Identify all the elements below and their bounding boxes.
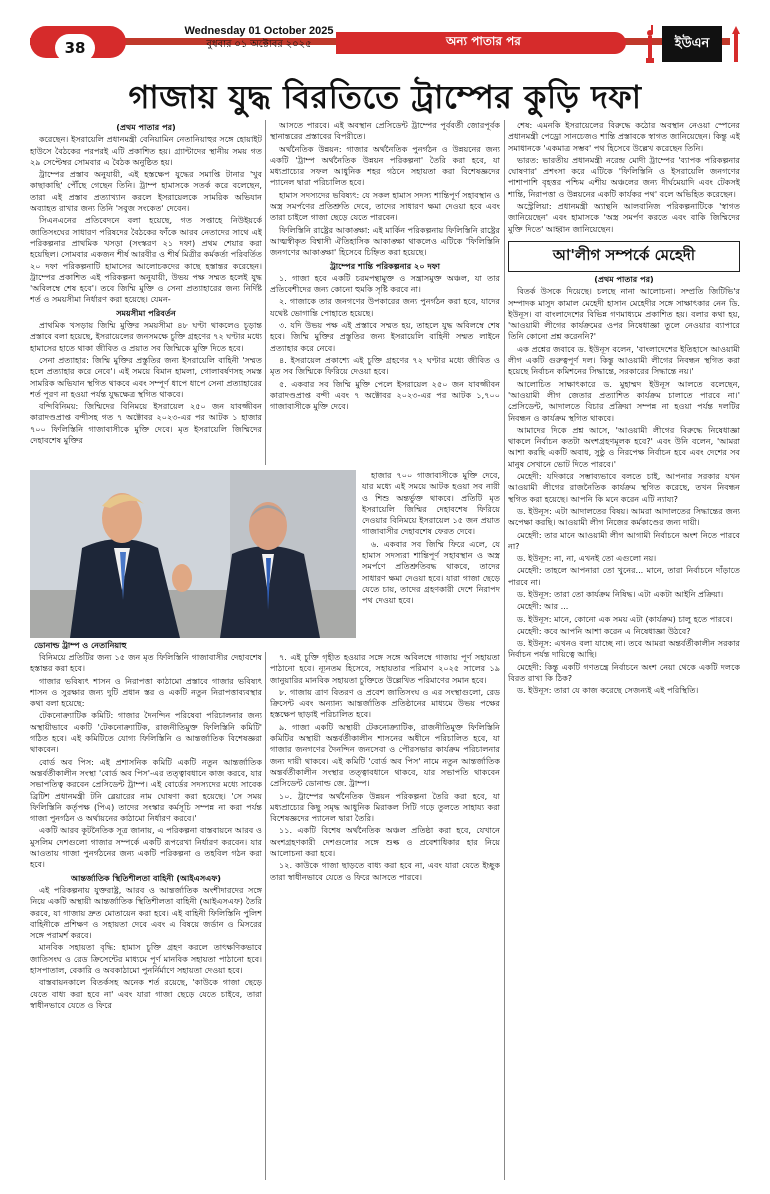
paragraph: ভারত: ভারতীয় প্রধানমন্ত্রী নরেন্দ্র মোদী ট্রাম্পের 'ব্যাপক পরিকল্পনার ঘোষণার' প্রশংসা করে এটিকে 'ফিলিস্তিনি ও ইসরায়েলি জনগণের পাশাপাশি বৃহত্তর পশ্চিম এশীয় অঞ্চলের জন্য দীর্ঘমেয়াদি এবং টেকসই শান্তি, নিরাপত্তা ও উন্নয়নের একটি কার্যকর পথ' বলে অভিহিত করেছেন। <box>508 154 740 199</box>
paragraph: ফিলিস্তিনি রাষ্ট্রের আকাঙ্ক্ষা: এই মার্কিন পরিকল্পনায় ফিলিস্তিনি রাষ্ট্রের আত্মস্বীকৃত বিশ্বাসী ঐতিহাসিক আকাঙ্ক্ষা থাকলেও এটিকে 'ফিলিস্তিনি জনগণের আকাঙ্ক্ষা' হিসেবে চিহ্নিত করা হয়েছে। <box>270 224 500 258</box>
photo-caption: ডোনাল্ড ট্রাম্প ও নেতানিয়াহু <box>34 641 127 650</box>
date-bangla: বুধবার ০১ অক্টোবর ২০২৫ <box>206 39 312 50</box>
paragraph: ৪. ইসরায়েল প্রকাশ্যে এই চুক্তি গ্রহণের ৭২ ঘণ্টার মধ্যে জীবিত ও মৃত সব জিম্মিকে ফিরিয়ে দেওয়া হবে। <box>270 354 500 377</box>
paragraph: ড. ইউনূস: এখনও বলা যাচ্ছে না। তবে আমরা অন্তর্বর্তীকালীন সরকার নির্বাচন পর্যন্ত দায়িত্বে আছি। <box>508 638 740 660</box>
article-column-2-bottom <box>270 652 500 1194</box>
paragraph: সেনা প্রত্যাহার: জিম্মি মুক্তির প্রস্তুতির জন্য ইসরায়েলি বাহিনী 'সম্মত হলে প্রত্যাহার করে নেবে'। এই সময়ে বিমান হামলা, গোলাবর্ষণসহ সমস্ত সামরিক অভিযান স্থগিত থাকবে এবং সম্পূর্ণ ধাপে ধাপে সেনা প্রত্যাহারের শর্ত পূরণ না হওয়া পর্যন্ত যুদ্ধক্ষেত্র স্থগিত থাকবে। <box>30 354 262 399</box>
article-column-2-beside-photo <box>362 470 500 638</box>
article-column-1-top <box>30 120 262 465</box>
paragraph: মেহেদী: কিন্তু একটি গণতন্ত্রে নির্বাচনে অংশ নেয়া থেকে একটি দলকে বিরত রাখা কি ঠিক? <box>508 661 740 684</box>
paragraph: ৬. একবার সব জিম্মি ফিরে এলে, যে হামাস সদস্যরা শান্তিপূর্ণ সহাবস্থান ও অস্ত্র সমর্পণে প্রতিশ্রুতিবদ্ধ থাকবে, তাদের সাধারণ ক্ষমা দেওয়া হবে। যারা গাজা ছেড়ে যেতে চায়, তাদের গ্রহণকারী দেশে নিরাপদ পথ দেওয়া হবে। <box>362 538 500 606</box>
continuation-note: (প্রথম পাতার পর) <box>116 122 176 132</box>
column-rule <box>504 120 505 1180</box>
paragraph: আসতে পারবে। এই অবস্থান প্রেসিডেন্ট ট্রাম্পের পূর্ববর্তী জোরপূর্বক স্থানান্তরের প্রস্তাবের বিপরীতে। <box>270 120 500 142</box>
paragraph: করেছেন। ইসরায়েলি প্রধানমন্ত্রী বেনিয়ামিন নেতানিয়াহুর সঙ্গে হোয়াইট হাউসে বৈঠকের পরপরই এটি প্রকাশিত হয়। গ্র্যান্টাদের স্থানীয় সময় গত ২৯ সেপ্টেম্বর সোমবার এ বৈঠক অনুষ্ঠিত হয়। <box>30 134 262 167</box>
continuation-note: (প্রথম পাতার পর) <box>594 273 654 284</box>
paragraph: সিএনএনের প্রতিবেদনে বলা হয়েছে, গত সপ্তাহে নিউইয়র্কে জাতিসংঘের সাধারণ পরিষদের বৈঠকের ফাঁকে আরব নেতাদের সাথে এই পরিকল্পনার প্রাথমিক খসড়া (সংস্করণ ২১ দফা) প্রথম শেয়ার করা হয়েছিল। সোমবার একজন শীর্ষ আরবীর ও শীর্ষ মিত্রীর কর্মকর্তা পরিবর্তিত ২০ দফা পরিকল্পনাটি হামাসের আলোচকদের কাছে হস্তান্তর করেছেন। ট্রাম্পের প্রকাশিত এই পরিকল্পনা অনুযায়ী, উভয় পক্ষ সম্মত হলেই যুদ্ধ 'অবিলম্বে শেষ হবে'। তবে জিম্মি মুক্তি ও সেনা প্রত্যাহারের জন্য নির্দিষ্ট শর্ত ও সময়সীমা নির্ধারণ করা হয়েছে। যেমন- <box>30 215 262 305</box>
paragraph: ২. গাজাকে তার জনগণের উপকারের জন্য পুনর্গঠন করা হবে, যাদের যথেষ্ট ভোগান্তি পোহাতে হয়েছে। <box>270 296 500 318</box>
subheading: আন্তর্জাতিক স্থিতিশীলতা বাহিনী (আইএসএফ) <box>71 872 221 883</box>
subheading: সময়সীমা পরিবর্তন <box>116 307 176 318</box>
paragraph: ১০. ট্রাম্পের অর্থনৈতিক উন্নয়ন পরিকল্পনা তৈরি করা হবে, যা মধ্যপ্রাচ্যের কিছু সমৃদ্ধ আধুনিক মিরাকল সিটি গড়ে তুলতে সাহায্য করা বিশেষজ্ঞদের প্যানেল দ্বারা তৈরি। <box>270 790 500 824</box>
paragraph: গাজার ভবিষ্যৎ শাসন ও নিরাপত্তা কাঠামো প্রস্তাবে গাজার ভবিষ্যৎ শাসন ও সুরক্ষার জন্য দুটি প্রধান স্তর ও একটি নতুন নিরাপত্তাব্যবস্থার কথা বলা হয়েছে: <box>30 675 262 709</box>
paragraph: মেহেদী: যদিকারে সম্ভাব্যভাবে বলতে চাই, আপনার সরকার যখন আওয়ামী লীগের রাজনৈতিক কার্যক্রম স্থগিত করেছে, তখন নিবন্ধন স্থগিত করা হয়েছে। আপনি কি মনে করেন এটি ন্যায্য? <box>508 471 740 504</box>
paragraph: মেহেদী: তার মানে আওয়ামী লীগ আগামী নির্বাচনে অংশ নিতে পারবে না? <box>508 529 740 551</box>
news-photo <box>30 470 356 638</box>
paper-logo <box>662 26 722 62</box>
paragraph: মানবিক সহায়তা বৃদ্ধি: হামাস চুক্তি গ্রহণ করলে তাৎক্ষণিকভাবে জাতিসংঘ ও রেড ক্রিসেন্টের মাধ্যমে পূর্ণ মানবিক সহায়তা পাঠানো হবে। হাসপাতাল, বেকারি ও অবকাঠামো পুনর্নির্মাণে সহায়তা দেওয়া হবে। <box>30 942 262 976</box>
statue-of-liberty-icon <box>640 24 660 64</box>
paragraph: ১. গাজা হবে একটি চরমপন্থামুক্ত ও সন্ত্রাসমুক্ত অঞ্চল, যা তার প্রতিবেশীদের জন্য কোনো হুমকি সৃষ্টি করবে না। <box>270 272 500 295</box>
paragraph: ৭. এই চুক্তি গৃহীত হওয়ার সঙ্গে সঙ্গে অবিলম্বে গাজায় পূর্ণ সহায়তা পাঠানো হবে। ন্যূনতম হিসেবে, সহায়তার পরিমাণ ২০২৫ সালের ১৯ জানুয়ারির মানবিক সহায়তা চুক্তিতে উল্লেখিত পরিমাণের সমান হবে। <box>270 652 500 685</box>
paragraph: বন্দিবিনিময়: জিম্মিদের বিনিময়ে ইসরায়েল ২৫০ জন যাবজ্জীবন কারাদণ্ডপ্রাপ্ত বন্দীসহ গত ৭ অক্টোবর ২০২৩-এর পর আটক ১ হাজার ৭০০ ফিলিস্তিনি গাজাবাসীকে মুক্তি দেবে। মৃত ইসরায়েলি জিম্মিদের দেহাবশেষ মুক্তির <box>30 401 262 446</box>
paragraph: অর্থনৈতিক উন্নয়ন: গাজার অর্থনৈতিক পুনর্গঠন ও উন্নয়নের জন্য একটি 'ট্রাম্প অর্থনৈতিক উন্নয়ন পরিকল্পনা' তৈরি করা হবে, যা মধ্যপ্রাচ্যের সফল আধুনিক শহর গঠনে সহায়তা করা বিশেষজ্ঞদের প্যানেল দ্বারা পরিচালিত হবে। <box>270 143 500 188</box>
paragraph: ৮. গাজায় ত্রাণ বিতরণ ও প্রবেশ জাতিসংঘ ও এর সংস্থাগুলো, রেড ক্রিসেন্ট এবং অন্যান্য আন্তর্জাতিক প্রতিষ্ঠানের মাধ্যমে উভয় পক্ষের হস্তক্ষেপ ছাড়াই পরিচালিত হবে। <box>270 686 500 720</box>
column-rule <box>265 652 266 1180</box>
paragraph: প্রাথমিক খসড়ায় জিম্মি মুক্তির সময়সীমা ৪৮ ঘণ্টা থাকলেও চূড়ান্ত প্রস্তাবে বলা হয়েছে, ইসরায়েলের জনসমক্ষে চুক্তি গ্রহণের ৭২ ঘণ্টার মধ্যে হামাসের হাতে থাকা জীবিত ও প্রয়াত সব জিম্মিকে মুক্তি দিতে হবে। <box>30 320 262 353</box>
paragraph: এক প্রশ্নের জবাবে ড. ইউনূস বলেন, 'বাংলাদেশের ইতিহাসে আওয়ামী লীগ একটি গুরুত্বপূর্ণ দল। কিন্তু আওয়ামী লীগের নিবন্ধন স্থগিত করা হয়েছে নির্বাচন কমিশনের সিদ্ধান্তে, সরকারের সিদ্ধান্তে নয়।' <box>508 343 740 377</box>
paragraph: ৫. একবার সব জিম্মি মুক্তি পেলে ইসরায়েল ২৫০ জন যাবজ্জীবন কারাদণ্ডপ্রাপ্ত বন্দী এবং ৭ অক্টোবর ২০২৩-এর পর আটক ১,৭০০ গাজাবাসীকে মুক্তি দেবে। <box>270 378 500 412</box>
section-label: অন্য পাতার পর <box>336 32 626 54</box>
paragraph: ১১. একটি বিশেষ অর্থনৈতিক অঞ্চল প্রতিষ্ঠা করা হবে, যেখানে অংশগ্রহণকারী দেশগুলোর সঙ্গে শুল্ক ও প্রবেশাধিকার হার নিয়ে আলোচনা করা হবে। <box>270 825 500 859</box>
paragraph: বাস্তবায়নকালে বিতর্কসহ অনেক শর্ত রয়েছে, 'কাউকে গাজা ছেড়ে যেতে বাধ্য করা হবে না' এবং যারা গাজা ছেড়ে যেতে চাইবে, তারা স্বাধীনভাবে যেতে ও ফিরে <box>30 977 262 1010</box>
paragraph: হাজার ৭০০ গাজাবাসীকে মুক্তি দেবে, যার মধ্যে এই সময়ে আটক হওয়া সব নারী ও শিশু অন্তর্ভুক্ত থাকবে। প্রতিটি মৃত ইসরায়েলি জিম্মির দেহাবশেষ ফিরিয়ে দেওয়ার বিনিময়ে ইসরায়েল ১৫ জন প্রয়াত গাজাবাসীর দেহাবশেষ ফেরত দেবে। <box>362 470 500 537</box>
paragraph: হামাস সদস্যদের ভবিষ্যৎ: যে সকল হামাস সদস্য শান্তিপূর্ণ সহাবস্থান ও অস্ত্র সমর্পণের প্রতিশ্রুতি দেবে, তাদের সাধারণ ক্ষমা দেওয়া হবে এবং তারা চাইলে গাজা ছেড়ে যেতে পারবেন। <box>270 189 500 223</box>
date-english: Wednesday 01 October 2025 <box>184 25 334 37</box>
paragraph: এই পরিকল্পনায় যুক্তরাষ্ট্র, আরব ও আন্তর্জাতিক অংশীদারদের সঙ্গে নিয়ে একটি অস্থায়ী আন্তর্জাতিক স্থিতিশীলতা বাহিনী (আইএসএফ) তৈরি করবে, যা গাজায় দ্রুত মোতায়েন করা হবে। এই বাহিনী ফিলিস্তিনি পুলিশ বাহিনীকে প্রশিক্ষণ ও সহায়তা দেবে এবং এ বিষয়ে জর্ডান ও মিসরের সঙ্গে পরামর্শ করবে। <box>30 884 262 941</box>
paragraph: মেহেদী: কবে আপনি আশা করেন এ নিষেধাজ্ঞা উঠবে? <box>517 625 691 636</box>
article-column-1-bottom <box>30 652 262 1194</box>
paragraph: ড. ইউনূস: তারা যে কাজ করেছে সেজন্যই এই পরিস্থিতি। <box>517 685 699 696</box>
paragraph: শেষ: এমনকি ইসরায়েলের বিরুদ্ধে কঠোর অবস্থান নেওয়া স্পেনের প্রধানমন্ত্রী পেড্রো সানচেজও শান্তি প্রস্তাবকে স্বাগত জানিয়েছেন। কিন্তু এই সমাধানকে 'একমাত্র সম্ভব' পথ হিসেবে উল্লেখ করেছেন তিনি। <box>508 120 740 153</box>
header-date <box>182 24 336 52</box>
paragraph: টেকনোক্র্যাটিক কমিটি: গাজার দৈনন্দিন পরিষেবা পরিচালনার জন্য অস্থায়ীভাবে একটি 'টেকনোক্র্যাটিক, রাজনীতিমুক্ত ফিলিস্তিনি কমিটি' গঠিত হবে। এই কমিটিতে যোগ্য ফিলিস্তিনি ও আন্তর্জাতিক বিশেষজ্ঞরা থাকবেন। <box>30 710 262 755</box>
paragraph: ৯. গাজা একটি অস্থায়ী টেকনোক্র্যাটিক, রাজনীতিমুক্ত ফিলিস্তিনি কমিটির অস্থায়ী অন্তর্বর্তীকালীন শাসনের অধীনে পরিচালিত হবে, যা গাজার জনগণের দৈনন্দিন জনসেবা ও পৌরসভার কার্যক্রম পরিচালনার জন্য দায়ী থাকবে। এই কমিটি 'বোর্ড অব পিস' নামে নতুন আন্তর্জাতিক অন্তর্বর্তীকালীন সংস্থার তত্ত্বাবধানে থাকবে, যার সভাপতি থাকবেন প্রেসিডেন্ট ডোনাল্ড জে. ট্রাম্প। <box>270 721 500 789</box>
paragraph: একটি আরব কূটনৈতিক সূত্র জানায়, এ পরিকল্পনা বাস্তবায়নে আরব ও মুসলিম দেশগুলো গাজার সম্পর্কে একটি রূপরেখা নির্ধারণ করবেন। যার আওতায় গাজা পুনর্গঠনের জন্য একটি পরিকল্পনা ও তহবিল গঠন করা হবে। <box>30 825 262 870</box>
page-header <box>0 0 770 68</box>
paragraph: বোর্ড অব পিস: এই প্রশাসনিক কমিটি একটি নতুন আন্তর্জাতিক অন্তর্বর্তীকালীন সংস্থা 'বোর্ড অব পিস'-এর তত্ত্বাবধানে কাজ করবে, যার সভাপতিত্ব করবেন প্রেসিডেন্ট ট্রাম্প। এই বোর্ডের সদস্যদের মধ্যে সাবেক ব্রিটিশ প্রধানমন্ত্রী টনি ব্লেয়ারের নাম ঘোষণা করা হয়েছে। 'সে সময় ফিলিস্তিনি কর্তৃপক্ষ (পিএ) তাদের সংস্কার কর্মসূচি সম্পন্ন না করা পর্যন্ত গাজা পুনর্গঠন ও অর্থায়নের কাঠামো নির্ধারণ করবে।' <box>30 756 262 824</box>
story-title-box: আ'লীগ সম্পর্কে মেহেদী <box>508 241 740 272</box>
paragraph: মেহেদী: আর ... <box>517 601 569 612</box>
logo-text: ইউএন <box>674 35 710 51</box>
photo-illustration <box>30 470 356 638</box>
paragraph: ৩. যদি উভয় পক্ষ এই প্রস্তাবে সম্মত হয়, তাহলে যুদ্ধ অবিলম্বে শেষ হবে। জিম্মি মুক্তির প্রস্তুতির জন্য ইসরায়েলি বাহিনী সম্মত লাইনে প্রত্যাহার করে নেবে। <box>270 320 500 353</box>
paragraph: বিনিময়ে প্রতিটির জন্য ১৫ জন মৃত ফিলিস্তিনি গাজাবাসীর দেহাবশেষ হস্তান্তর করা হবে। <box>30 652 262 674</box>
article-column-2-top <box>270 120 500 465</box>
paragraph: ড. ইউনূস: এটা আদালতের বিষয়। আমরা আদালতের সিদ্ধান্তের জন্য অপেক্ষা করছি। আওয়ামী লীগ নিজের কর্মকাণ্ডের জন্য দায়ী। <box>508 505 740 528</box>
paragraph: বিতর্ক উসকে দিয়েছে। চলছে নানা আলোচনা। সম্প্রতি জিটিভি'র সম্পাদক মাসুদ কামাল মেহেদী হাসান মেহেদীর সঙ্গে সাক্ষাৎকার নেন ডি. ইউনূস। বা বাংলাদেশের বিভিন্ন গণমাধ্যমে প্রকাশিত হয়। বলার কথা হয়, 'আওয়ামী লীগের কার্যক্রমের ওপর নিষেধাজ্ঞা তুলে নেওয়ার ব্যাপারে তিনি কোনো প্রশ্ন করেননি?' <box>508 286 740 342</box>
paragraph: আমাদের দিকে প্রশ্ন আসে, 'আওয়ামী লীগের বিরুদ্ধে নিষেধাজ্ঞা থাকলে নির্বাচন কতটা অংশগ্রহণমূলক হবে?' এবং উনি বলেন, 'আমরা আশা করছি একটি অবাধ, সুষ্ঠু ও নিরপেক্ষ নির্বাচন হবে এবং দেশের সব মানুষ সেখানে ভোট দিতে পারবে।' <box>508 424 740 469</box>
subheading: ট্রাম্পের শান্তি পরিকল্পনার ২০ দফা <box>330 260 440 271</box>
paragraph: ট্রাম্পের প্রস্তাব অনুযায়ী, এই হস্তক্ষেপ যুদ্ধের সমাপ্তি টানার 'খুব কাছাকাছি' পৌঁছে গেছেন তিনি। ট্রাম্প হামাসকে সতর্ক করে বলেছেন, তারা এই প্রস্তাব প্রত্যাখ্যান করলে ইসরায়েলকে সামরিক অভিযান অব্যাহত রাখার জন্য তিনি 'সবুজ সংকেত' দেবেন। <box>30 169 262 214</box>
paragraph: ড. ইউনূস: না, না, এখনই তো এগুলো নয়। <box>517 553 657 564</box>
paragraph: অস্ট্রেলিয়া: প্রধানমন্ত্রী অ্যান্থনি আলবানিজ পরিকল্পনাটিকে 'স্বাগত জানিয়েছেন' এবং হামাসকে 'অস্ত্র সমর্পণ করতে এবং বাকি জিম্মিদের মুক্তি দিতে' আহ্বান জানিয়েছেন। <box>508 201 740 234</box>
page-number: 38 <box>55 34 95 62</box>
column-rule <box>265 120 266 465</box>
headline: গাজায় যুদ্ধ বিরতিতে ট্রাম্পের কুড়ি দফা <box>128 78 642 116</box>
paragraph: ড. ইউনূস: তারা তো কার্যক্রম নিষিদ্ধ। এটা একটা আইনি প্রক্রিয়া। <box>517 588 724 599</box>
paragraph: ১২. কাউকে গাজা ছাড়তে বাধ্য করা হবে না, এবং যারা যেতে ইচ্ছুক তারা স্বাধীনভাবে যেতে ও ফিরে আসতে পারবে। <box>270 860 500 882</box>
paragraph: মেহেদী: তাহলে আপনারা তো খুনের... মানে, তারা নির্বাচনে দাঁড়াতে পারবে না। <box>508 565 740 587</box>
paragraph: আলোচিত সাক্ষাৎকারে ড. মুহাম্মদ ইউনূস আলতে বলেছেন, 'আওয়ামী লীগ জেতার প্রত্যাশিত কার্যক্রম চালাতে পারবে না।' প্রেসিডেন্ট, আদালতে বিচার প্রক্রিয়া সম্পন্ন না হওয়া পর্যন্ত দলটির নিবন্ধন ও কার্যক্রম স্থগিত থাকবে। <box>508 378 740 423</box>
paragraph: ড. ইউনূস: মানে, কোনো এক সময় এটা (কার্যক্রম) চালু হতে পারবে। <box>517 613 733 624</box>
article-column-3 <box>508 120 740 1180</box>
torch-icon <box>726 24 746 64</box>
